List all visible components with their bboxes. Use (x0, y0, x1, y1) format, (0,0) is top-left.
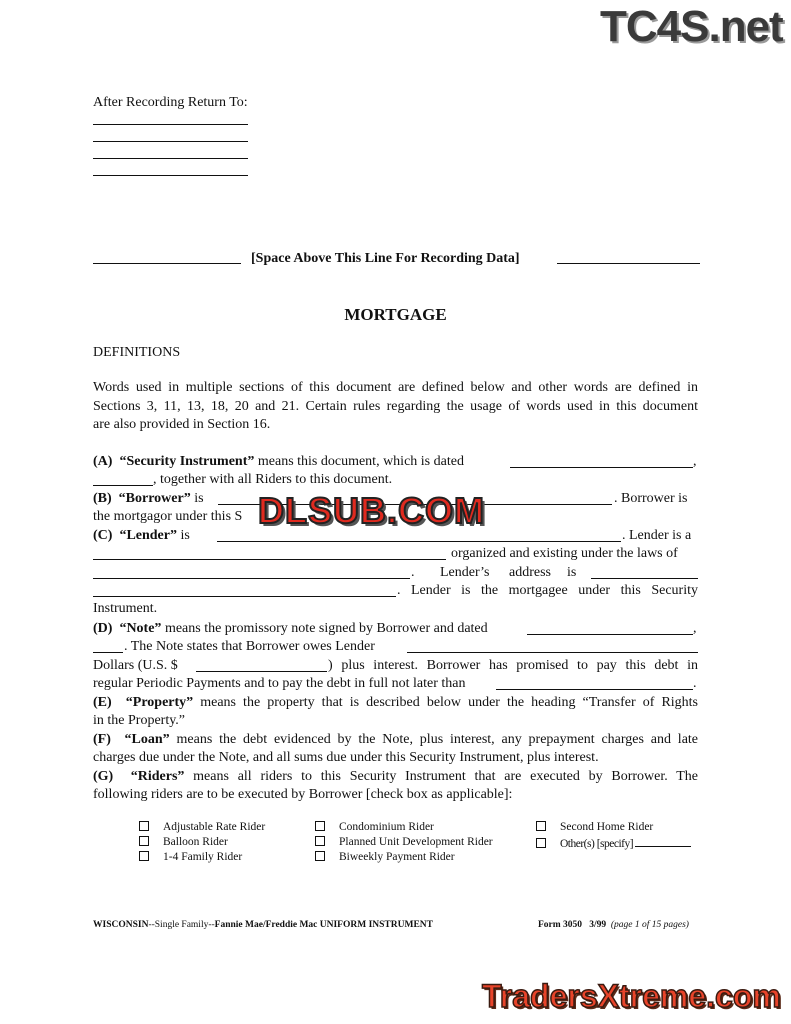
def-g-line-1 (93, 768, 698, 787)
def-c-term: “Lender” (119, 528, 177, 543)
def-f-label: (F) (93, 732, 111, 747)
return-line-2 (93, 141, 248, 142)
def-a-text: means this document, which is dated (257, 454, 464, 469)
def-d-maturity-blank (496, 689, 693, 690)
def-c-text-3c: address (509, 565, 551, 580)
rider-checkbox[interactable] (139, 851, 149, 861)
recording-rule-left (93, 263, 241, 264)
rider-balloon[interactable] (139, 836, 228, 848)
footer-date: 3/99 (589, 920, 607, 930)
def-a-year-blank (93, 485, 153, 486)
def-a-date-blank (510, 467, 693, 468)
footer-form: Form 3050 (538, 920, 583, 930)
def-c-text-4: . Lender is the mortgagee under this Security (397, 583, 698, 598)
rider-checkbox[interactable] (315, 821, 325, 831)
footer-instrument: Fannie Mae/Freddie Mac UNIFORM INSTRUMENT (214, 920, 433, 930)
rider-label: Planned Unit Development Rider (339, 836, 493, 848)
rider-checkbox[interactable] (139, 836, 149, 846)
def-b-text-2: the mortgagor under this S (93, 509, 243, 524)
def-c-text-3d: is (567, 565, 577, 580)
rider-other-blank[interactable] (635, 836, 691, 847)
rider-checkbox[interactable] (139, 821, 149, 831)
footer-state: WISCONSIN (93, 920, 149, 930)
def-d-date-blank (527, 634, 693, 635)
footer-sep: --Single Family-- (148, 920, 215, 930)
watermark-tradersxtreme-logo: TradersXtreme.com (482, 978, 781, 1014)
def-e-text: means the property that is described below under the heading “Transfer of Rights (200, 695, 699, 710)
def-c-laws-blank (93, 578, 410, 579)
rider-label: Adjustable Rate Rider (163, 821, 266, 833)
footer-form-number (538, 920, 689, 930)
return-to-label: After Recording Return To: (93, 95, 248, 110)
def-c-text-3b: Lender’s (440, 565, 490, 580)
def-a-comma: , (693, 454, 697, 469)
rider-second-home[interactable] (536, 821, 653, 833)
def-e-label: (E) (93, 695, 112, 710)
def-g-label: (G) (93, 769, 114, 784)
def-f-line-1 (93, 731, 698, 750)
def-b-term: “Borrower” (118, 491, 191, 506)
def-c-line-1 (93, 527, 190, 546)
def-d-term: “Note” (119, 621, 162, 636)
rider-condominium[interactable] (315, 821, 434, 833)
def-b-text-1: . Borrower is (614, 491, 688, 506)
def-a-line-2: , together with all Riders to this document. (153, 472, 393, 487)
def-b-is: is (194, 491, 204, 506)
def-d-amount-words-blank (407, 652, 698, 653)
watermark-tc4s-logo: TC4S.net (600, 2, 783, 51)
def-g-line-2: following riders are to be executed by Borrower [check box as applicable]: (93, 787, 513, 802)
document-title: MORTGAGE (344, 305, 447, 324)
rider-checkbox[interactable] (536, 821, 546, 831)
def-g-text: means all riders to this Security Instrument that are executed by Borrower. The (193, 769, 699, 784)
def-c-text-1: . Lender is a (622, 528, 692, 543)
def-b-line-1 (93, 490, 204, 509)
def-f-line-2: charges due under the Note, and all sums due under this Security Instrument, plus interest. (93, 750, 599, 765)
def-d-text-2: . The Note states that Borrower owes Lender (124, 639, 375, 654)
def-d-text-3a: Dollars (U.S. $ (93, 658, 178, 673)
rider-checkbox[interactable] (315, 836, 325, 846)
def-c-label: (C) (93, 528, 113, 543)
def-d-period: . (693, 676, 697, 691)
def-c-is: is (180, 528, 190, 543)
rider-label: Condominium Rider (339, 821, 434, 833)
def-b-label: (B) (93, 491, 112, 506)
def-d-comma: , (693, 621, 697, 636)
def-a-label: (A) (93, 454, 113, 469)
recording-space-label: [Space Above This Line For Recording Data] (251, 251, 520, 266)
rider-label: Second Home Rider (560, 821, 654, 833)
footer-form-name (93, 920, 433, 930)
def-g-term: “Riders” (130, 769, 185, 784)
def-c-org-blank (93, 559, 446, 560)
def-a-line-1 (93, 453, 464, 472)
footer-page: (page 1 of 15 pages) (610, 920, 689, 930)
def-c-text-5: Instrument. (93, 601, 158, 616)
def-d-text-4: regular Periodic Payments and to pay the debt in full not later than (93, 676, 466, 691)
rider-checkbox[interactable] (315, 851, 325, 861)
def-c-lender-blank (217, 541, 621, 542)
rider-label: Balloon Rider (163, 836, 228, 848)
return-line-4 (93, 175, 248, 176)
def-d-amount-blank (196, 671, 327, 672)
rider-adjustable-rate[interactable] (139, 821, 265, 833)
def-d-text: means the promissory note signed by Borrower and dated (164, 621, 488, 636)
rider-planned-unit-development[interactable] (315, 836, 493, 848)
return-line-3 (93, 158, 248, 159)
def-c-address-blank-1 (591, 578, 698, 579)
def-d-year-blank (93, 652, 123, 653)
rider-checkbox[interactable] (536, 838, 546, 848)
def-d-line-1 (93, 620, 488, 639)
intro-line-3: are also provided in Section 16. (93, 417, 271, 432)
def-f-text: means the debt evidenced by the Note, plus interest, any prepayment charges and late (176, 732, 699, 747)
return-line-1 (93, 124, 248, 125)
def-e-line-1 (93, 694, 698, 713)
def-c-address-blank-2 (93, 596, 396, 597)
rider-biweekly-payment[interactable] (315, 851, 455, 863)
watermark-dlsub-logo: DLSUB.COM (258, 490, 485, 531)
intro-line-1: Words used in multiple sections of this document are defined below and other words are defined in (93, 380, 698, 395)
def-c-text-3a: . (411, 565, 415, 580)
def-c-text-2: organized and existing under the laws of (451, 546, 678, 561)
def-e-line-2: in the Property.” (93, 713, 186, 728)
def-d-text-3b: ) plus interest. Borrower has promised to pay this debt in (328, 658, 698, 673)
recording-rule-right (557, 263, 700, 264)
rider-1-4-family[interactable] (139, 851, 242, 863)
rider-label: Biweekly Payment Rider (339, 851, 455, 863)
rider-other[interactable] (536, 836, 691, 850)
def-e-term: “Property” (125, 695, 194, 710)
rider-label: 1-4 Family Rider (163, 851, 243, 863)
definitions-heading: DEFINITIONS (93, 345, 181, 360)
rider-label: Other(s) [specify] (560, 838, 634, 850)
def-a-term: “Security Instrument” (119, 454, 255, 469)
intro-line-2: Sections 3, 11, 13, 18, 20 and 21. Certain rules regarding the usage of words used in this document (93, 399, 698, 414)
def-f-term: “Loan” (124, 732, 170, 747)
def-d-label: (D) (93, 621, 113, 636)
